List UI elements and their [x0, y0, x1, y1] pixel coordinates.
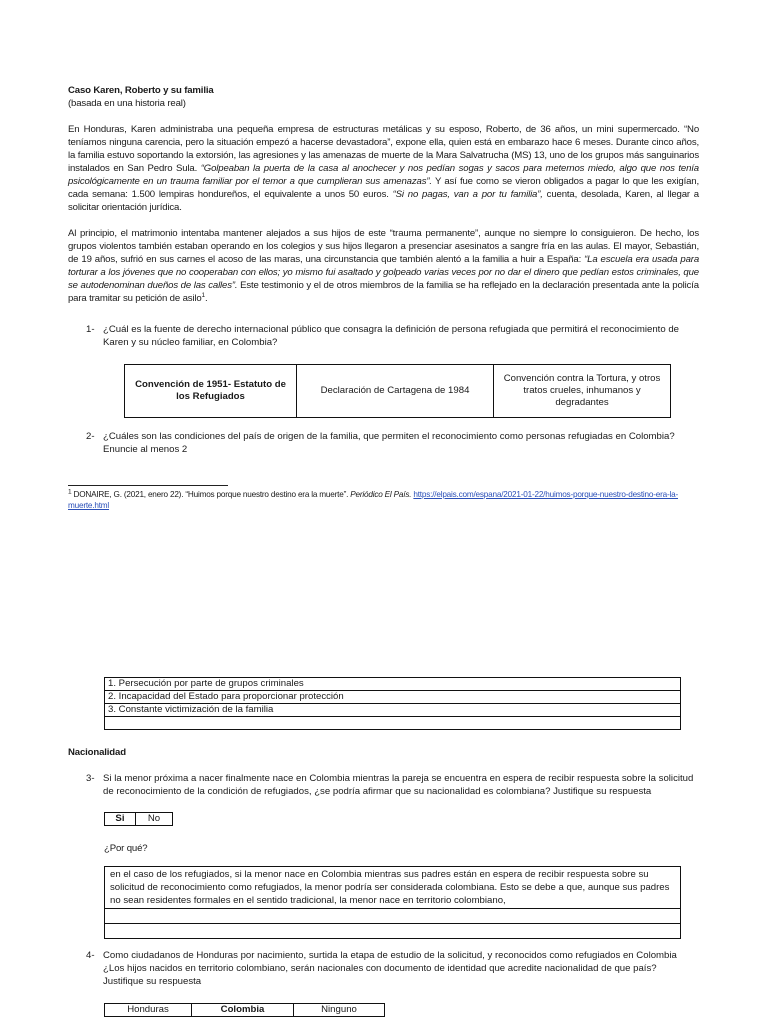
option-ninguno[interactable]: Ninguno [294, 1004, 385, 1017]
question-text: ¿Cuáles son las condiciones del país de origen de la familia, que permiten el reconocimiento como personas refugiadas en Colombia? Enuncie al menos 2 [103, 431, 675, 455]
q3-answer-table [104, 866, 681, 939]
answer-row[interactable]: 2. Incapacidad del Estado para proporcionar protección [105, 691, 681, 704]
footnote-divider [68, 485, 228, 486]
question-number: 2- [86, 431, 95, 442]
option-cell[interactable]: Declaración de Cartagena de 1984 [297, 365, 494, 418]
section-title: Nacionalidad [68, 747, 126, 758]
question-text: Como ciudadanos de Honduras por nacimiento, surtida la etapa de estudio de la solicitud, y reconocidos como refugiados en Colombia ¿Los hijos nacidos en territorio colombiano, serán nacionales con documento de identidad que acredite nacionalidad de que país? Justifique su respuesta [103, 950, 677, 987]
option-colombia[interactable]: Colombia [192, 1004, 294, 1017]
question-number: 4- [86, 950, 95, 961]
option-no[interactable]: No [135, 813, 172, 826]
answer-row-empty[interactable] [105, 924, 681, 939]
answer-text[interactable]: en el caso de los refugiados, si la menor nace en Colombia mientras sus padres están en espera de recibir respuesta sobre su solicitud de reconocimiento como refugiados, la menor podría ser considerada colombiana. Esto se debe a que, aunque sus padres no sean residentes formales en el sentido tradicional, la menor nace en territorio colombiano, [105, 867, 681, 909]
paragraph-2: Al principio, el matrimonio intentaba mantener alejados a sus hijos de este “trauma permanente”, aunque no siempre lo consiguieron. De hecho, los grupos violentos también estaban operando en los colegios y sus hijos llegaron a presenciar asesinatos a sangre fría en las aulas. El mayor, Sebastián, de 19 años, sufrió en sus carnes el acoso de las maras, una circunstancia que también alentó a la familia a huir a España: “La escuela era usada para torturar a los jóvenes que no cooperaban con ellos; yo mismo fui asaltado y golpeado varias veces por no dar el dinero que pedían estos criminales, que se autodenominan dueños de las calles”. Este testimonio y el de otros miembros de la familia se ha reflejado en la declaración presentada ante la policía para tramitar su petición de asilo$^1$. [68, 228, 699, 304]
case-title: Caso Karen, Roberto y su familia [68, 85, 214, 96]
case-subtitle: (basada en una historia real) [68, 98, 186, 109]
option-cell[interactable]: Convención de 1951- Estatuto de los Refugiados [125, 365, 297, 418]
question-number: 3- [86, 773, 95, 784]
why-label: ¿Por qué? [104, 843, 148, 854]
case-text [68, 84, 699, 305]
q1-options-table [124, 364, 671, 418]
question-text: ¿Cuál es la fuente de derecho internacional público que consagra la definición de persona refugiada que permitirá el reconocimiento de Karen y su núcleo familiar, en Colombia? [103, 324, 679, 348]
answer-row[interactable]: 1. Persecución por parte de grupos criminales [105, 678, 681, 691]
question-text: Si la menor próxima a nacer finalmente nace en Colombia mientras la pareja se encuentra en espera de recibir respuesta sobre la solicitud de reconocimiento de la condición de refugiados, ¿se podría afirmar que su nacionalidad es colombiana? Justifique su respuesta [103, 773, 694, 797]
option-honduras[interactable]: Honduras [105, 1004, 192, 1017]
paragraph-1: En Honduras, Karen administraba una pequeña empresa de estructuras metálicas y su esposo, Roberto, de 36 años, un mini supermercado. “No teníamos ninguna carencia, pero la situación empezó a hacerse devastadora”, expone ella, quien está en embarazo hace 6 meses. Durante cinco años, la familia estuvo soportando la extorsión, las agresiones y las amenazas de muerte de la Mara Salvatrucha (MS) 13, uno de los grupos más sanguinarios instalados en San Pedro Sula. “Golpeaban la puerta de la casa al anochecer y nos pedían sogas y sacos para meternos miedo, algo que nos tenía psicológicamente en un trauma familiar por el temor a que cumplieran sus amenazas”. Y así fue como se vieron obligados a pagar lo que les exigían, cada semana: 1.500 lempiras hondureños, el equivalente a unos 50 euros. “Si no pagas, van a por tu familia”, cuenta, desolada, Karen, al llegar a solicitar orientación jurídica. [68, 124, 699, 213]
q4-options-table [104, 1003, 385, 1017]
footnote: $^1$ DONAIRE, G. (2021, enero 22). “Huimos porque nuestro destino era la muerte”. Periódico El País. https://elpais.com/espana/2021-01-22/huimos-porque-nuestro-destino-era-la-muerte.html [68, 488, 679, 510]
answer-row[interactable]: 3. Constante victimización de la familia [105, 704, 681, 717]
q3-options-table [104, 812, 173, 826]
question-number: 1- [86, 324, 95, 335]
answer-row-empty[interactable] [105, 909, 681, 924]
answer-row[interactable] [105, 717, 681, 730]
source-link[interactable]: https://elpais.com/espana/2021-01-22/huimos-porque-nuestro-destino-era-la-muerte.html [68, 490, 679, 510]
q2-answer-table [104, 677, 681, 730]
option-cell[interactable]: Convención contra la Tortura, y otros tratos crueles, inhumanos y degradantes [494, 365, 671, 418]
option-yes[interactable]: Si [105, 813, 136, 826]
